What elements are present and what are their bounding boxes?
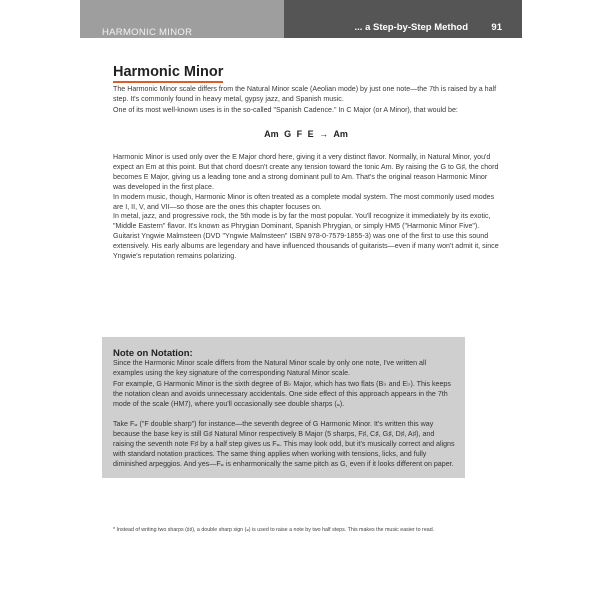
header-method-label: ... a Step-by-Step Method bbox=[354, 22, 468, 33]
note-paragraph: Take F𝄪 ("F double sharp") for instance—the seventh degree of G Harmonic Minor. It's written this way because the base key is still G♯ Natural Minor respectively B Major (5 sharps, F♯, C♯, G♯, D♯, A♯), and raising the seventh note F♯ by a half step gives us F𝄪. This may look odd, but it's musically correct and aligns with standard notation practices. The same thing applies when working with tensions, licks, and fully diminished arpeggios. And yes—F𝄪 is enharmonically the same pitch as G, even if it looks different on paper. bbox=[113, 420, 455, 468]
section-title: Harmonic Minor bbox=[113, 64, 223, 83]
paragraph-explanation bbox=[113, 153, 499, 193]
paragraph-text: Harmonic Minor is used only over the E Major chord here, giving it a very distinct flavor. Normally, in Natural Minor, you'd expect an Em at this point. But that chord doesn't create any tension toward the tonic Am. By raising the G to G♯, the chord becomes E Major, giving us a leading tone and a strong dominant pull to Am. That's the original reason Harmonic Minor was developed in the first place. bbox=[113, 153, 499, 191]
chord-progression: Am G F E → Am bbox=[264, 129, 348, 139]
paragraph-text: In modern music, though, Harmonic Minor is often treated as a complete modal system. The most commonly used modes are I, II, V, and VII—so those are the ones this chapter focuses on. bbox=[113, 193, 495, 211]
note-title: Note on Notation: bbox=[113, 348, 193, 359]
book-page bbox=[80, 0, 522, 600]
paragraph-fifth-mode bbox=[113, 212, 499, 262]
header-section-band bbox=[80, 0, 284, 38]
note-paragraph: Since the Harmonic Minor scale differs from the Natural Minor scale by only one note, I've written all examples using the key signature of the corresponding Natural Minor scale. bbox=[113, 359, 427, 377]
paragraph-text: One of its most well-known uses is in the so-called "Spanish Cadence." In C Major (or A Minor), that would be: bbox=[113, 106, 458, 114]
header-section-label: HARMONIC MINOR bbox=[102, 27, 193, 38]
paragraph-intro bbox=[113, 85, 499, 105]
header-method-band bbox=[284, 0, 522, 38]
note-paragraph: For example, G Harmonic Minor is the sixth degree of B♭ Major, which has two flats (B♭ and E♭). This keeps the notation clean and avoids unnecessary accidentals. One side effect of this approach appears in the 7th mode of the scale (HM7), where you'll occasionally see double sharps (𝄪). bbox=[113, 380, 451, 408]
footnote: * Instead of writing two sharps (♯♯), a double sharp sign (𝄪) is used to raise a note by two half steps. This makes the music easier to read. bbox=[113, 527, 435, 533]
paragraph-text: The Harmonic Minor scale differs from the Natural Minor scale (Aeolian mode) by just one note—the 7th is raised by a half step. It's commonly found in heavy metal, gypsy jazz, and Spanish music. bbox=[113, 85, 497, 103]
page-header bbox=[80, 0, 522, 38]
notation-note-box bbox=[102, 337, 465, 478]
page-number: 91 bbox=[491, 22, 502, 33]
paragraph-modes bbox=[113, 193, 499, 213]
paragraph-cadence bbox=[113, 106, 499, 116]
paragraph-text: In metal, jazz, and progressive rock, the 5th mode is by far the most popular. You'll recognize it immediately by its exotic, "Middle Eastern" flavor. It's known as Phrygian Dominant, Spanish Phrygian, or simply HM5 ("Harmonic Minor Five"). Guitarist Yngwie Malmsteen (DVD "Yngwie Malmsteen" ISBN 978-0-7579-1855-3) was one of the first to use this sound extensively. His early albums are legendary and have influenced thousands of guitarists—even if many won't admit it, since Yngwie's reputation remains polarizing. bbox=[113, 212, 499, 260]
